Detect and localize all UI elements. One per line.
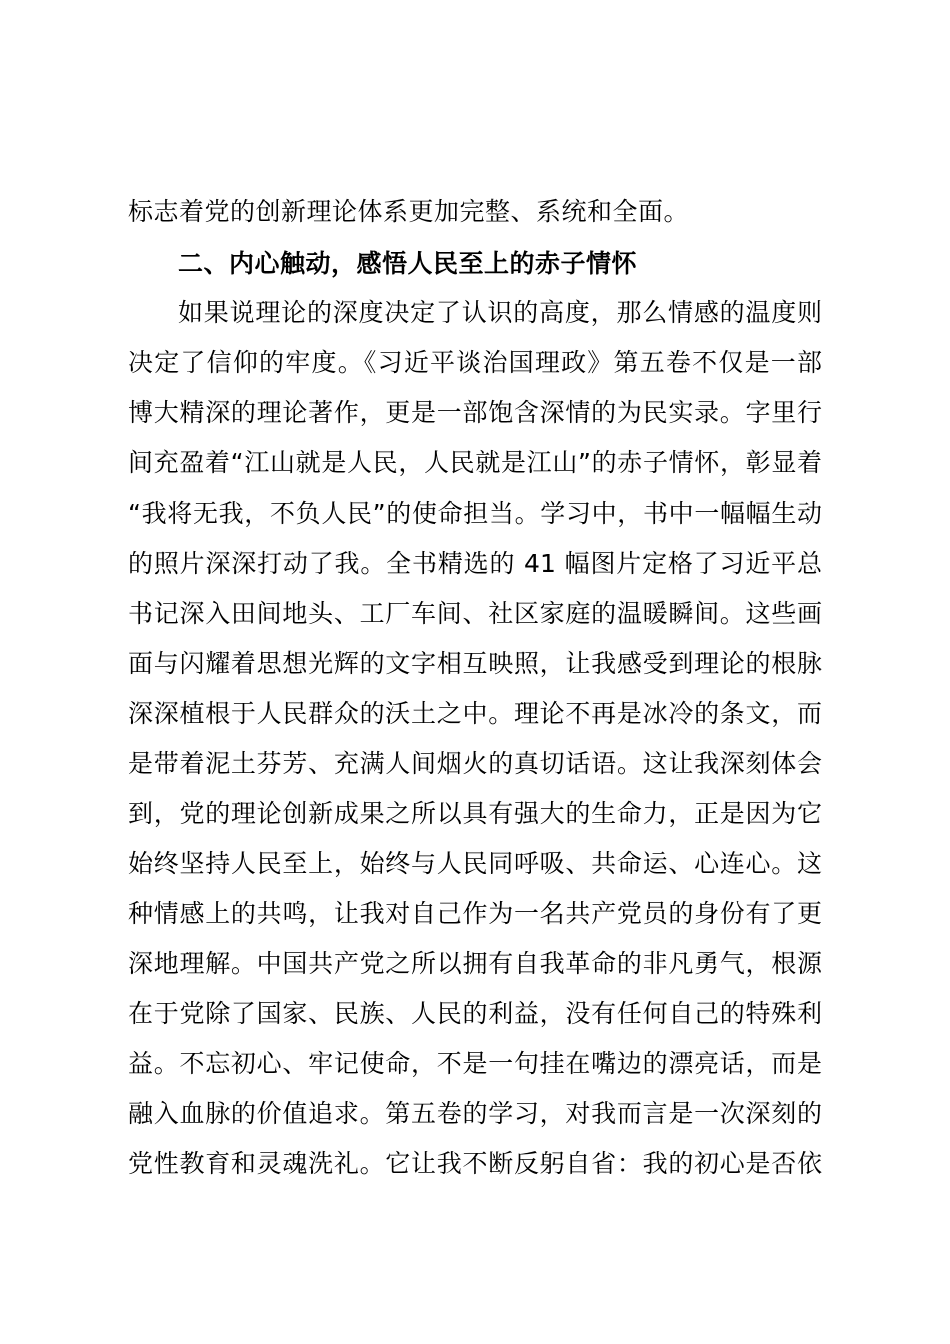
paragraph-line-19: 融入血脉的价值追求。第五卷的学习，对我而言是一次深刻的 [128, 1099, 822, 1128]
paragraph-line-4: 决定了信仰的牢度。《习近平谈治国理政》第五卷不仅是一部 [128, 348, 822, 377]
paragraph-line-10: 面与闪耀着思想光辉的文字相互映照，让我感受到理论的根脉 [128, 649, 822, 678]
paragraph-line-9: 书记深入田间地头、工厂车间、社区家庭的温暖瞬间。这些画 [128, 599, 822, 628]
paragraph-line-20: 党性教育和灵魂洗礼。它让我不断反躬自省：我的初心是否依 [128, 1149, 822, 1178]
paragraph-line-15: 种情感上的共鸣，让我对自己作为一名共产党员的身份有了更 [128, 899, 822, 928]
paragraph-line-5: 博大精深的理论著作，更是一部饱含深情的为民实录。字里行 [128, 398, 822, 427]
paragraph-line-8: 的照片深深打动了我。全书精选的 41 幅图片定格了习近平总 [128, 549, 822, 578]
paragraph-line-1: 标志着党的创新理论体系更加完整、系统和全面。 [128, 197, 690, 226]
section-heading: 二、内心触动，感悟人民至上的赤子情怀 [178, 249, 638, 278]
paragraph-line-14: 始终坚持人民至上，始终与人民同呼吸、共命运、心连心。这 [128, 849, 822, 878]
paragraph-line-12: 是带着泥土芬芳、充满人间烟火的真切话语。这让我深刻体会 [128, 749, 822, 778]
paragraph-line-7: “我将无我，不负人民”的使命担当。学习中，书中一幅幅生动 [128, 499, 822, 528]
paragraph-line-6: 间充盈着“江山就是人民，人民就是江山”的赤子情怀，彰显着 [128, 448, 822, 477]
paragraph-line-16: 深地理解。中国共产党之所以拥有自我革命的非凡勇气，根源 [128, 949, 822, 978]
paragraph-line-11: 深深植根于人民群众的沃土之中。理论不再是冰冷的条文，而 [128, 699, 822, 728]
paragraph-line-3: 如果说理论的深度决定了认识的高度，那么情感的温度则 [178, 298, 822, 327]
paragraph-line-17: 在于党除了国家、民族、人民的利益，没有任何自己的特殊利 [128, 999, 822, 1028]
paragraph-line-13: 到，党的理论创新成果之所以具有强大的生命力，正是因为它 [128, 799, 822, 828]
paragraph-line-18: 益。不忘初心、牢记使命，不是一句挂在嘴边的漂亮话，而是 [128, 1049, 822, 1078]
